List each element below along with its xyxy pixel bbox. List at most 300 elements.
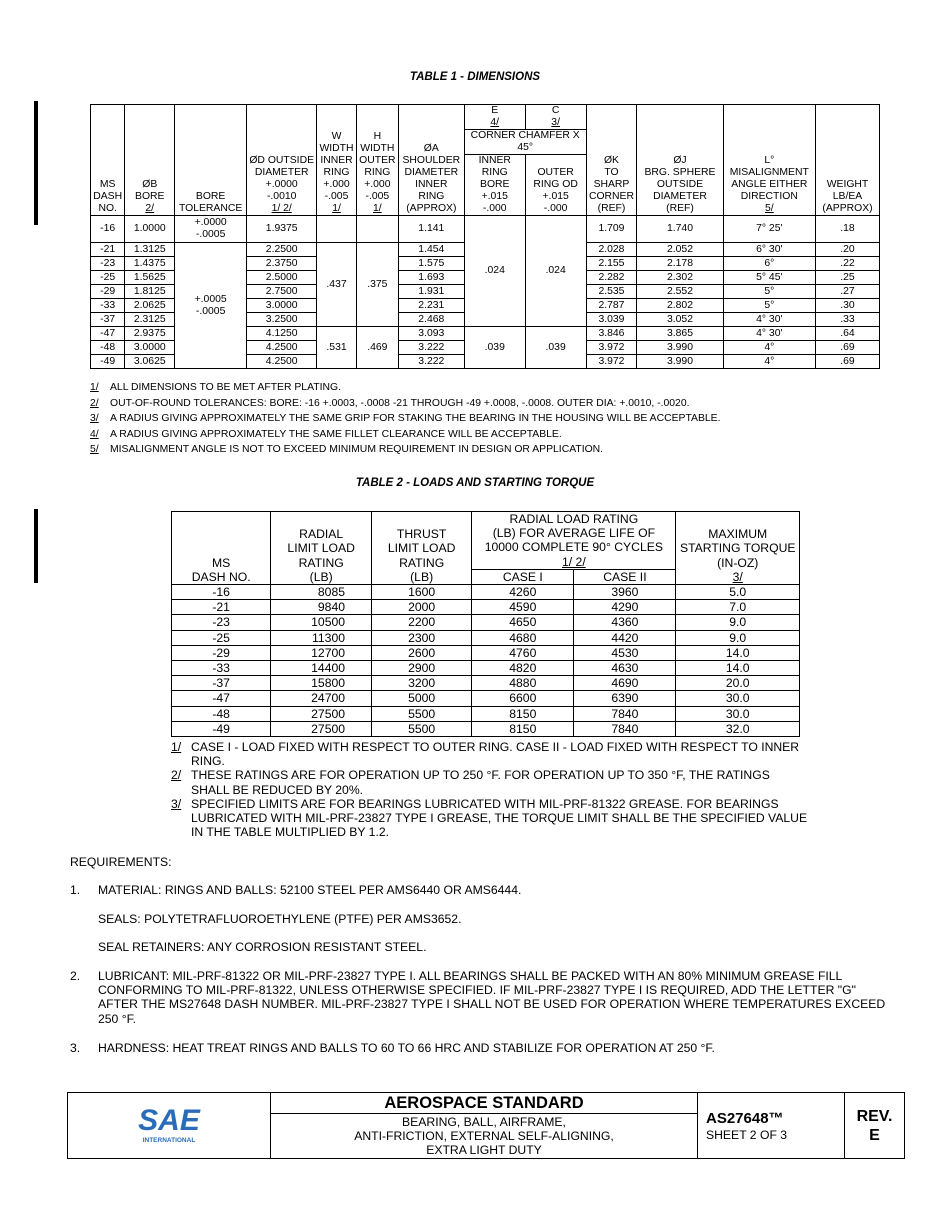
- note-number: 5/: [90, 444, 99, 455]
- note-text: A RADIUS GIVING APPROXIMATELY THE SAME FILLET CLEARANCE WILL BE ACCEPTABLE.: [110, 428, 562, 440]
- cell-ms-dash: -23: [172, 615, 271, 630]
- cell-bore: 3.0625: [125, 355, 175, 369]
- cell-starting-torque: 9.0: [676, 615, 800, 630]
- header-line: RING: [364, 167, 391, 178]
- cell-ms-dash: -16: [91, 216, 125, 243]
- header-line: RING: [418, 191, 445, 202]
- cell-misalignment: 4° 30': [723, 313, 815, 327]
- cell-bore: 1.5625: [125, 271, 175, 285]
- cell-shoulder-diameter: 1.575: [398, 257, 464, 271]
- cell-misalignment: 6°: [723, 257, 815, 271]
- header-line: BORE: [195, 191, 226, 202]
- header-width-inner: [317, 105, 357, 216]
- note: [90, 442, 890, 458]
- cell-starting-torque: 7.0: [676, 600, 800, 615]
- table-row: [172, 676, 800, 691]
- cell-sphere-diameter: 3.990: [637, 341, 723, 355]
- cell-bore: 1.3125: [125, 243, 175, 257]
- cell-ms-dash: -33: [172, 661, 271, 676]
- cell-ms-dash: -47: [172, 691, 271, 706]
- note: [171, 740, 811, 768]
- cell-case-2: 6390: [574, 691, 676, 706]
- cell-case-2: 4360: [574, 615, 676, 630]
- cell-case-1: 4820: [472, 661, 574, 676]
- cell-sphere-diameter: 3.052: [637, 313, 723, 327]
- change-bar-1: [34, 101, 38, 225]
- cell-ms-dash: -23: [91, 257, 125, 271]
- header-line: CORNER CHAMFER X: [470, 130, 580, 141]
- requirement-number: 3.: [70, 1041, 81, 1055]
- header-line: ØK: [603, 155, 619, 166]
- note-number: 3/: [171, 796, 182, 811]
- cell-ms-dash: -48: [172, 706, 271, 721]
- note-number: 2/: [90, 397, 99, 409]
- revision-value: E: [869, 1126, 880, 1144]
- header-weight: [815, 105, 879, 216]
- cell-outside-diameter: 1.9375: [247, 216, 317, 243]
- cell-case-1: 4880: [472, 676, 574, 691]
- tolerance-line: +.0000: [194, 217, 227, 228]
- header-line: 10000 COMPLETE 90° CYCLES: [484, 540, 663, 555]
- header-line: INNER: [478, 155, 511, 166]
- note: [90, 411, 890, 427]
- header-line: TOLERANCE: [178, 203, 243, 214]
- header-shoulder-diameter: [398, 105, 464, 216]
- cell-ms-dash: -25: [172, 630, 271, 645]
- cell-case-1: 4590: [472, 600, 574, 615]
- header-misalignment: [723, 105, 815, 216]
- header-line: DASH NO.: [191, 569, 251, 584]
- standard-description: [271, 1114, 698, 1159]
- header-sphere-diameter: [637, 105, 723, 216]
- requirement-number: 2.: [70, 969, 81, 983]
- requirement-text: MATERIAL: RINGS AND BALLS: 52100 STEEL PER AMS6440 OR AMS6444.: [98, 883, 522, 897]
- cell-bore: 1.0000: [125, 216, 175, 243]
- header-line: W: [331, 131, 342, 142]
- table-row: [172, 585, 800, 600]
- cell-sphere-diameter: 2.552: [637, 285, 723, 299]
- cell-weight: .69: [815, 341, 879, 355]
- header-inner-ring-bore: [464, 155, 525, 216]
- cell-ms-dash: -29: [91, 285, 125, 299]
- cell-outer-ring-od: .024: [525, 216, 586, 327]
- header-line: +.015: [481, 191, 508, 202]
- header-line: DIAMETER: [404, 167, 459, 178]
- cell-weight: .18: [815, 216, 879, 243]
- header-line: ØA: [423, 143, 439, 154]
- cell-shoulder-diameter: 3.222: [398, 341, 464, 355]
- header-ms-dash-no: [172, 512, 271, 585]
- cell-misalignment: 6° 30': [723, 243, 815, 257]
- document-number: AS27648™: [706, 1109, 784, 1127]
- header-line: INNER: [320, 155, 353, 166]
- requirement-text: SEAL RETAINERS: ANY CORROSION RESISTANT STEEL.: [98, 940, 427, 954]
- note-text: ALL DIMENSIONS TO BE MET AFTER PLATING.: [110, 382, 341, 393]
- cell-shoulder-diameter: 1.141: [398, 216, 464, 243]
- note-text: MISALIGNMENT ANGLE IS NOT TO EXCEED MINIMUM REQUIREMENT IN DESIGN OR APPLICATION.: [110, 444, 604, 455]
- cell-bore: 3.0000: [125, 341, 175, 355]
- cell-sphere-diameter: 1.740: [637, 216, 723, 243]
- header-line: ØJ: [673, 155, 687, 166]
- header-starting-torque: [676, 512, 800, 585]
- cell-sharp-corner: 3.846: [586, 327, 637, 341]
- cell-starting-torque: 14.0: [676, 645, 800, 660]
- cell-sphere-diameter: 3.990: [637, 355, 723, 369]
- header-line: ANGLE EITHER: [731, 179, 808, 190]
- cell-ms-dash: -37: [91, 313, 125, 327]
- header-line: -.0010: [266, 191, 297, 202]
- title-block: [67, 1092, 905, 1159]
- cell-radial-limit: 14400: [271, 661, 372, 676]
- cell-ms-dash: -29: [172, 645, 271, 660]
- note-text: THESE RATINGS ARE FOR OPERATION UP TO 250 °F. FOR OPERATION UP TO 350 °F, THE RATINGS SHALL BE REDUCED BY 20%.: [191, 768, 770, 797]
- cell-radial-limit: 24700: [271, 691, 372, 706]
- header-line: 1/: [332, 203, 341, 214]
- cell-sharp-corner: 2.282: [586, 271, 637, 285]
- cell-misalignment: 5°: [723, 299, 815, 313]
- cell-width-outer: .375: [356, 243, 398, 327]
- cell-bore: 2.3125: [125, 313, 175, 327]
- cell-shoulder-diameter: 2.231: [398, 299, 464, 313]
- header-line: 2/: [145, 203, 155, 214]
- header-line: 3/: [551, 117, 560, 128]
- cell-sharp-corner: 1.709: [586, 216, 637, 243]
- cell-sharp-corner: 2.028: [586, 243, 637, 257]
- cell-sphere-diameter: 2.802: [637, 299, 723, 313]
- header-line: 1/ 2/: [562, 554, 586, 569]
- header-line: OUTER: [359, 155, 396, 166]
- note-number: 1/: [171, 740, 182, 754]
- cell-outside-diameter: 4.2500: [247, 341, 317, 355]
- header-line: DASH: [93, 191, 123, 202]
- table-row: [172, 721, 800, 736]
- cell-shoulder-diameter: 3.222: [398, 355, 464, 369]
- header-line: CORNER: [588, 191, 634, 202]
- header-case-2: CASE II: [574, 569, 676, 584]
- standard-title: AEROSPACE STANDARD: [271, 1093, 698, 1114]
- cell-sharp-corner: 2.535: [586, 285, 637, 299]
- loads-table: [171, 511, 800, 737]
- header-line: MISALIGNMENT: [729, 167, 809, 178]
- cell-sphere-diameter: 2.178: [637, 257, 723, 271]
- note-text: CASE I - LOAD FIXED WITH RESPECT TO OUTER RING. CASE II - LOAD FIXED WITH RESPECT TO INNER RING.: [191, 740, 800, 769]
- header-line: 4/: [490, 117, 500, 128]
- cell-radial-limit: 27500: [271, 721, 372, 736]
- cell-starting-torque: 5.0: [676, 585, 800, 600]
- sae-logo-icon: [124, 1102, 214, 1146]
- cell-ms-dash: -49: [91, 355, 125, 369]
- cell-thrust-limit: 5500: [372, 706, 472, 721]
- table-row: [172, 630, 800, 645]
- header-line: -.000: [543, 203, 568, 214]
- header-line: DIRECTION: [740, 191, 798, 202]
- logo-subtext: INTERNATIONAL: [142, 1137, 196, 1144]
- header-line: NO.: [98, 203, 117, 214]
- cell-thrust-limit: 2600: [372, 645, 472, 660]
- cell-sharp-corner: 3.972: [586, 355, 637, 369]
- cell-thrust-limit: 2900: [372, 661, 472, 676]
- table-row: [172, 615, 800, 630]
- cell-sphere-diameter: 3.865: [637, 327, 723, 341]
- header-thrust-limit: [372, 512, 472, 585]
- header-line: EXTRA LIGHT DUTY: [426, 1143, 542, 1157]
- header-line: -.000: [482, 203, 507, 214]
- header-line: 3/: [732, 569, 743, 584]
- header-line: LB/EA: [832, 191, 863, 202]
- table-row: [172, 706, 800, 721]
- note-text: SPECIFIED LIMITS ARE FOR BEARINGS LUBRICATED WITH MIL-PRF-81322 GREASE. FOR BEARINGS LUBRICATED WITH MIL-PRF-23827 TYPE I GREASE, THE TORQUE LIMIT SHALL BE THE SPECIFIED VALUE IN THE TABLE MULTIPLIED BY 1.2.: [191, 796, 808, 840]
- note: [90, 427, 890, 443]
- cell-inner-ring-bore: .039: [464, 327, 525, 369]
- cell-radial-limit: 11300: [271, 630, 372, 645]
- header-line: (APPROX): [822, 203, 873, 214]
- cell-case-2: 7840: [574, 721, 676, 736]
- cell-starting-torque: 14.0: [676, 661, 800, 676]
- cell-width-inner: .531: [317, 327, 357, 369]
- table2-notes: [171, 740, 811, 839]
- cell-case-2: 4420: [574, 630, 676, 645]
- header-line: SHOULDER: [402, 155, 461, 166]
- cell-misalignment: 4° 30': [723, 327, 815, 341]
- cell-outside-diameter: 2.7500: [247, 285, 317, 299]
- cell-case-1: 8150: [472, 706, 574, 721]
- header-line: MS: [99, 179, 116, 190]
- dimensions-table: [90, 104, 880, 369]
- header-line: OUTSIDE: [656, 179, 704, 190]
- table-row: [91, 216, 880, 243]
- header-line: WIDTH: [319, 143, 354, 154]
- requirement-text: HARDNESS: HEAT TREAT RINGS AND BALLS TO 60 TO 66 HRC AND STABILIZE FOR OPERATION AT 250 °F.: [98, 1041, 715, 1055]
- header-line: 1/: [373, 203, 382, 214]
- cell-bore-tolerance: [175, 243, 247, 369]
- cell-radial-limit: 8085: [271, 585, 372, 600]
- header-line: INNER: [415, 179, 448, 190]
- header-line: -.005: [365, 191, 390, 202]
- header-line: (REF): [597, 203, 626, 214]
- cell-sharp-corner: 3.972: [586, 341, 637, 355]
- header-outside-diameter: [247, 105, 317, 216]
- cell-starting-torque: 9.0: [676, 630, 800, 645]
- header-line: BORE: [480, 179, 510, 190]
- cell-ms-dash: -25: [91, 271, 125, 285]
- table1-notes: [90, 380, 890, 458]
- header-line: ANTI-FRICTION, EXTERNAL SELF-ALIGNING,: [354, 1129, 614, 1143]
- header-radial-limit: [271, 512, 372, 585]
- cell-weight: .64: [815, 327, 879, 341]
- header-line: LIMIT LOAD: [387, 541, 456, 556]
- cell-case-1: 4260: [472, 585, 574, 600]
- header-line: E: [491, 105, 499, 116]
- cell-inner-ring-bore: .024: [464, 216, 525, 327]
- header-e-top: [464, 105, 525, 130]
- cell-outside-diameter: 2.2500: [247, 243, 317, 257]
- cell-bore-tolerance: [175, 216, 247, 243]
- header-line: DIAMETER: [653, 191, 707, 202]
- cell-case-1: 8150: [472, 721, 574, 736]
- note: [171, 797, 811, 840]
- cell-case-2: 4630: [574, 661, 676, 676]
- cell-radial-limit: 10500: [271, 615, 372, 630]
- header-bore: [125, 105, 175, 216]
- cell-sharp-corner: 2.787: [586, 299, 637, 313]
- header-line: +.000: [323, 179, 350, 190]
- tolerance-line: -.0005: [195, 229, 226, 240]
- header-line: (REF): [666, 203, 694, 214]
- revision-label: REV.: [856, 1107, 893, 1125]
- cell-thrust-limit: 5000: [372, 691, 472, 706]
- header-line: L°: [764, 155, 775, 166]
- cell-radial-limit: 12700: [271, 645, 372, 660]
- header-line: RATING: [298, 555, 344, 570]
- tolerance-line: -.0005: [195, 305, 226, 317]
- cell-radial-limit: 15800: [271, 676, 372, 691]
- cell-misalignment: 5°: [723, 285, 815, 299]
- cell-shoulder-diameter: 3.093: [398, 327, 464, 341]
- header-line: TO: [604, 167, 619, 178]
- table1-title: TABLE 1 - DIMENSIONS: [409, 71, 541, 83]
- cell-case-1: 6600: [472, 691, 574, 706]
- header-line: 1/ 2/: [271, 203, 292, 214]
- sae-logo: [68, 1093, 271, 1159]
- table-row: [172, 661, 800, 676]
- header-line: WIDTH: [360, 143, 395, 154]
- note-number: 1/: [90, 382, 99, 393]
- note-text: OUT-OF-ROUND TOLERANCES: BORE: -16 +.0003, -.0008 -21 THROUGH -49 +.0008, -.0008. OUTER DIA: +.0010, -.0020.: [110, 397, 690, 409]
- header-line: (APPROX): [406, 203, 457, 214]
- header-line: ØD OUTSIDE: [249, 155, 315, 166]
- cell-weight: .30: [815, 299, 879, 313]
- cell-shoulder-diameter: 1.931: [398, 285, 464, 299]
- cell-empty: [356, 216, 398, 243]
- header-line: LIMIT LOAD: [287, 541, 355, 556]
- cell-weight: .22: [815, 257, 879, 271]
- cell-bore: 1.4375: [125, 257, 175, 271]
- document-number-cell: [698, 1093, 845, 1159]
- header-line: 5/: [764, 203, 774, 214]
- header-line: RING: [481, 167, 508, 178]
- table-row: [172, 600, 800, 615]
- header-line: THRUST: [396, 527, 447, 542]
- cell-bore: 2.0625: [125, 299, 175, 313]
- cell-weight: .27: [815, 285, 879, 299]
- logo-text: SAE: [138, 1104, 200, 1137]
- header-case-1: CASE I: [472, 569, 574, 584]
- header-line: +.015: [542, 191, 569, 202]
- cell-starting-torque: 32.0: [676, 721, 800, 736]
- header-line: -.005: [324, 191, 349, 202]
- header-line: OUTER: [537, 167, 574, 178]
- header-line: RADIAL LOAD RATING: [509, 512, 639, 526]
- header-line: DIAMETER: [254, 167, 309, 178]
- table-row: [172, 691, 800, 706]
- header-outer-ring-od: [525, 155, 586, 216]
- cell-ms-dash: -16: [172, 585, 271, 600]
- cell-weight: .25: [815, 271, 879, 285]
- cell-ms-dash: -47: [91, 327, 125, 341]
- cell-shoulder-diameter: 1.454: [398, 243, 464, 257]
- cell-starting-torque: 30.0: [676, 691, 800, 706]
- requirement-number: 1.: [70, 883, 81, 897]
- header-radial-load-rating: [472, 512, 676, 570]
- header-line: (IN-OZ): [717, 555, 759, 570]
- header-corner-chamfer: [464, 130, 586, 155]
- cell-case-2: 4290: [574, 600, 676, 615]
- header-line: WEIGHT: [826, 179, 869, 190]
- cell-outer-ring-od: .039: [525, 327, 586, 369]
- cell-ms-dash: -33: [91, 299, 125, 313]
- requirements-heading: REQUIREMENTS:: [70, 855, 172, 869]
- header-line: STARTING TORQUE: [679, 541, 796, 556]
- note-number: 3/: [90, 413, 99, 424]
- requirement-text: LUBRICANT: MIL-PRF-81322 OR MIL-PRF-23827 TYPE I. ALL BEARINGS SHALL BE PACKED WITH AN 80% MINIMUM GREASE FILL CONFORMING TO MIL-PRF-81322, UNLESS OTHERWISE SPECIFIED. IF MIL-PRF-23827 TYPE I IS REQUIRED, ADD THE LETTER "G" AFTER THE MS27648 DASH NUMBER. MIL-PRF-23827 TYPE I SHALL NOT BE USED FOR OPERATION WHERE TEMPERATURES EXCEED 250 °F.: [98, 969, 886, 1026]
- cell-misalignment: 4°: [723, 341, 815, 355]
- cell-empty: [317, 216, 357, 243]
- cell-ms-dash: -37: [172, 676, 271, 691]
- change-bar-2: [34, 509, 38, 583]
- header-line: H: [373, 131, 382, 142]
- cell-outside-diameter: 2.3750: [247, 257, 317, 271]
- cell-thrust-limit: 2000: [372, 600, 472, 615]
- header-line: RADIAL: [299, 527, 344, 542]
- cell-case-2: 3960: [574, 585, 676, 600]
- cell-shoulder-diameter: 1.693: [398, 271, 464, 285]
- cell-case-1: 4760: [472, 645, 574, 660]
- cell-case-2: 7840: [574, 706, 676, 721]
- note-text: A RADIUS GIVING APPROXIMATELY THE SAME GRIP FOR STAKING THE BEARING IN THE HOUSING WILL BE ACCEPTABLE.: [110, 413, 721, 424]
- header-line: ØB: [142, 179, 158, 190]
- cell-thrust-limit: 2300: [372, 630, 472, 645]
- cell-outside-diameter: 3.0000: [247, 299, 317, 313]
- cell-outside-diameter: 4.2500: [247, 355, 317, 369]
- header-ms-dash: [91, 105, 125, 216]
- note-number: 2/: [171, 768, 182, 783]
- cell-outside-diameter: 2.5000: [247, 271, 317, 285]
- requirement-text: SEALS: POLYTETRAFLUOROETHYLENE (PTFE) PER AMS3652.: [98, 912, 462, 926]
- cell-sharp-corner: 2.155: [586, 257, 637, 271]
- header-line: RATING: [399, 555, 445, 570]
- header-line: +.000: [364, 179, 391, 190]
- cell-thrust-limit: 1600: [372, 585, 472, 600]
- cell-width-outer: .469: [356, 327, 398, 369]
- cell-shoulder-diameter: 2.468: [398, 313, 464, 327]
- header-line: (LB) FOR AVERAGE LIFE OF: [492, 526, 656, 541]
- header-line: C: [551, 105, 560, 116]
- header-sharp-corner: [586, 105, 637, 216]
- cell-bore: 2.9375: [125, 327, 175, 341]
- header-c-top: [525, 105, 586, 130]
- cell-thrust-limit: 5500: [372, 721, 472, 736]
- cell-bore: 1.8125: [125, 285, 175, 299]
- cell-thrust-limit: 2200: [372, 615, 472, 630]
- note-number: 4/: [90, 428, 99, 440]
- header-line: +.0000: [265, 179, 298, 190]
- cell-radial-limit: 9840: [271, 600, 372, 615]
- cell-sharp-corner: 3.039: [586, 313, 637, 327]
- cell-ms-dash: -48: [91, 341, 125, 355]
- note: [90, 396, 890, 412]
- cell-ms-dash: -49: [172, 721, 271, 736]
- header-line: (LB): [410, 569, 434, 584]
- header-line: (LB): [309, 569, 333, 584]
- cell-thrust-limit: 3200: [372, 676, 472, 691]
- note: [90, 380, 890, 396]
- cell-starting-torque: 30.0: [676, 706, 800, 721]
- cell-outside-diameter: 3.2500: [247, 313, 317, 327]
- header-line: SHARP: [593, 179, 630, 190]
- cell-weight: .33: [815, 313, 879, 327]
- cell-weight: .20: [815, 243, 879, 257]
- cell-starting-torque: 20.0: [676, 676, 800, 691]
